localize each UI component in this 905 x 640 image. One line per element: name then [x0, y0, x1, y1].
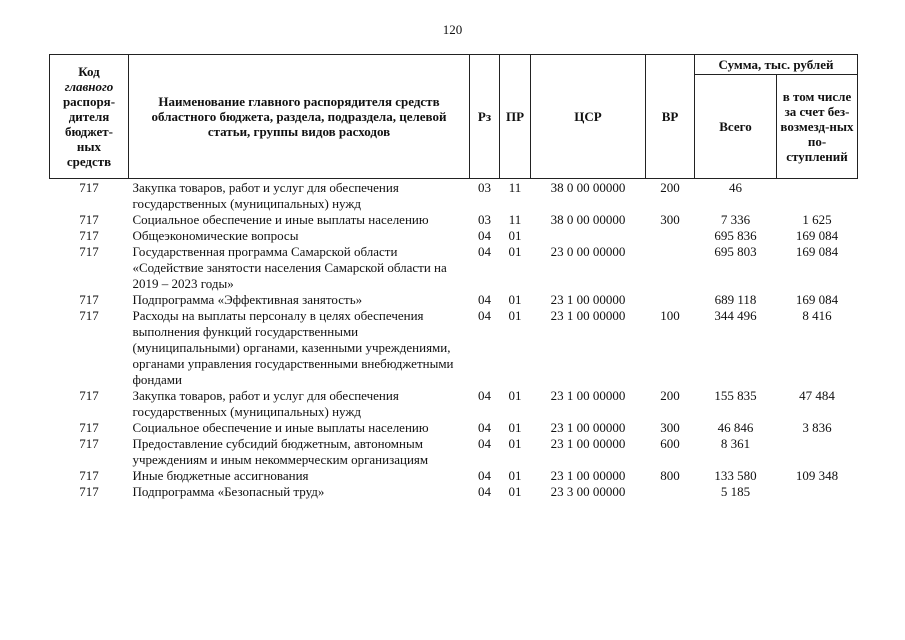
- page-number: 120: [442, 22, 463, 37]
- table-row: [50, 484, 858, 500]
- header-name: Наименование главного распорядителя средств областного бюджета, раздела, подраздела, целевой статьи, группы видов расходов: [129, 55, 470, 179]
- cell-pr: 01: [508, 420, 522, 435]
- table-row: [50, 244, 858, 292]
- cell-total: 695 836: [714, 228, 757, 243]
- cell-vr: 600: [660, 436, 680, 451]
- cell-csr: 23 0 00 00000: [550, 244, 626, 259]
- table-row: [50, 388, 858, 420]
- cell-csr: [531, 228, 646, 244]
- table-row: [50, 179, 858, 213]
- cell-vr: [646, 244, 695, 292]
- cell-rz: 04: [478, 468, 491, 483]
- header-code: [50, 55, 129, 179]
- cell-rz: 04: [478, 244, 491, 259]
- cell-incl: 3 836: [802, 420, 832, 435]
- cell-rz: 04: [478, 420, 491, 435]
- cell-rz: 04: [478, 228, 491, 243]
- cell-vr: [646, 484, 695, 500]
- cell-rz: 03: [478, 180, 491, 195]
- cell-total: 133 580: [714, 468, 757, 483]
- cell-incl: 47 484: [799, 388, 835, 403]
- cell-incl: [777, 436, 858, 468]
- table-row: [50, 468, 858, 484]
- cell-code: 717: [79, 180, 99, 195]
- header-code-line: бюджет-: [64, 124, 113, 139]
- cell-total: 344 496: [714, 308, 757, 323]
- cell-csr: 23 1 00 00000: [550, 436, 626, 451]
- cell-incl: 109 348: [795, 468, 839, 483]
- cell-csr: 23 1 00 00000: [550, 388, 626, 403]
- cell-rz: 04: [478, 484, 491, 499]
- cell-incl: 8 416: [802, 308, 832, 323]
- cell-vr: 100: [660, 308, 680, 323]
- header-csr: ЦСР: [531, 55, 646, 179]
- cell-vr: 200: [660, 388, 680, 403]
- cell-name: Социальное обеспечение и иные выплаты населению: [132, 420, 429, 435]
- cell-csr: 38 0 00 00000: [550, 212, 626, 227]
- cell-pr: 01: [508, 484, 522, 499]
- cell-pr: 01: [508, 308, 522, 323]
- cell-name: Подпрограмма «Эффективная занятость»: [132, 292, 363, 307]
- header-vr: ВР: [646, 55, 695, 179]
- cell-name: Общеэкономические вопросы: [132, 228, 299, 243]
- cell-csr: 23 3 00 00000: [550, 484, 626, 499]
- table-row: [50, 292, 858, 308]
- cell-code: 717: [79, 308, 99, 323]
- header-code-line: ных: [76, 139, 102, 154]
- cell-name: Подпрограмма «Безопасный труд»: [132, 484, 325, 499]
- cell-name: Закупка товаров, работ и услуг для обеспечения государственных (муниципальных) нужд: [132, 180, 399, 211]
- cell-incl: [777, 484, 858, 500]
- cell-pr: 01: [508, 244, 522, 259]
- header-code-line: распоря-: [62, 94, 116, 109]
- cell-csr: 23 1 00 00000: [550, 308, 626, 323]
- cell-name: Иные бюджетные ассигнования: [132, 468, 309, 483]
- cell-pr: 11: [508, 212, 522, 227]
- cell-code: 717: [79, 388, 99, 403]
- cell-pr: 01: [508, 228, 522, 243]
- cell-incl: [777, 179, 858, 213]
- table-row: [50, 420, 858, 436]
- header-sum: Сумма, тыс. рублей: [695, 55, 858, 75]
- header-code-line: средств: [66, 154, 112, 169]
- cell-name: Государственная программа Самарской области «Содействие занятости населения Самарской области на 2019 – 2023 годы»: [132, 244, 447, 291]
- cell-pr: 11: [508, 180, 522, 195]
- cell-csr: 38 0 00 00000: [550, 180, 626, 195]
- cell-vr: [646, 228, 695, 244]
- header-code-line: главного: [64, 79, 114, 94]
- cell-code: 717: [79, 244, 99, 259]
- cell-csr: 23 1 00 00000: [550, 292, 626, 307]
- table-row: [50, 212, 858, 228]
- cell-pr: 01: [508, 436, 522, 451]
- cell-total: 5 185: [720, 484, 751, 499]
- cell-pr: 01: [508, 292, 522, 307]
- cell-name: Расходы на выплаты персоналу в целях обеспечения выполнения функций государственными (муниципальными) органами, казенными учреждениями, органами управления государственными внебюджетными фондами: [132, 308, 454, 387]
- cell-rz: 03: [478, 212, 491, 227]
- cell-vr: [646, 292, 695, 308]
- header-pr: ПР: [500, 55, 531, 179]
- cell-code: 717: [79, 228, 99, 243]
- header-code-line: дителя: [68, 109, 110, 124]
- cell-csr: 23 1 00 00000: [550, 468, 626, 483]
- table-row: [50, 436, 858, 468]
- cell-name: Закупка товаров, работ и услуг для обеспечения государственных (муниципальных) нужд: [132, 388, 399, 419]
- cell-total: 46: [729, 180, 742, 195]
- cell-vr: 300: [660, 420, 680, 435]
- cell-total: 46 846: [717, 420, 754, 435]
- cell-vr: 300: [660, 212, 680, 227]
- cell-incl: 169 084: [795, 228, 839, 243]
- cell-vr: 800: [660, 468, 680, 483]
- table-row: [50, 228, 858, 244]
- cell-pr: 01: [508, 388, 522, 403]
- cell-rz: 04: [478, 388, 491, 403]
- cell-total: 8 361: [720, 436, 751, 451]
- cell-name: Социальное обеспечение и иные выплаты населению: [132, 212, 429, 227]
- cell-pr: 01: [508, 468, 522, 483]
- cell-incl: 1 625: [802, 212, 832, 227]
- cell-incl: 169 084: [795, 292, 839, 307]
- cell-total: 7 336: [720, 212, 751, 227]
- table-row: [50, 308, 858, 388]
- cell-csr: 23 1 00 00000: [550, 420, 626, 435]
- cell-code: 717: [79, 212, 99, 227]
- budget-table: [49, 54, 858, 500]
- cell-code: 717: [79, 292, 99, 307]
- cell-code: 717: [79, 484, 99, 499]
- header-incl: в том числе за счет без-возмезд-ных по-ступлений: [777, 75, 858, 179]
- cell-code: 717: [79, 468, 99, 483]
- cell-total: 689 118: [714, 292, 757, 307]
- cell-total: 695 803: [714, 244, 757, 259]
- header-rz: Рз: [470, 55, 500, 179]
- cell-incl: 169 084: [795, 244, 839, 259]
- cell-rz: 04: [478, 308, 491, 323]
- cell-total: 155 835: [714, 388, 757, 403]
- cell-name: Предоставление субсидий бюджетным, автономным учреждениям и иным некоммерческим организациям: [132, 436, 429, 467]
- cell-rz: 04: [478, 436, 491, 451]
- cell-vr: 200: [660, 180, 680, 195]
- table-body: [50, 179, 858, 501]
- header-code-line: Код: [78, 64, 100, 79]
- header-total: Всего: [695, 75, 777, 179]
- cell-code: 717: [79, 436, 99, 451]
- cell-rz: 04: [478, 292, 491, 307]
- cell-code: 717: [79, 420, 99, 435]
